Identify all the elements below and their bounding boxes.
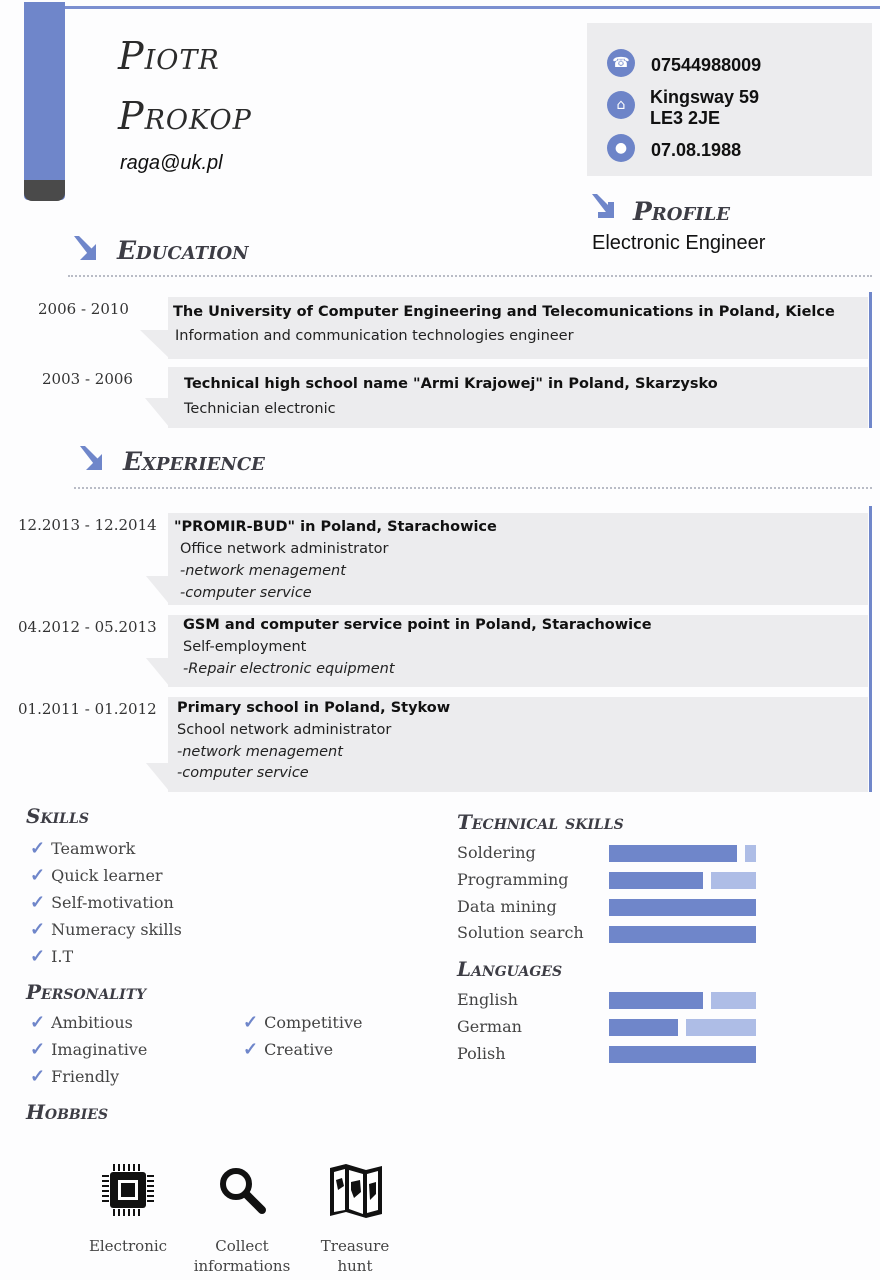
home-icon: ⌂ <box>607 91 635 119</box>
language-label: English <box>457 990 518 1009</box>
tech-skill-bar <box>609 872 756 889</box>
magnifier-icon <box>210 1158 274 1222</box>
tech-skill-bar <box>609 845 756 862</box>
profile-arrow-icon <box>588 190 620 222</box>
education-divider <box>68 275 872 277</box>
tech-skill-label: Soldering <box>457 843 536 862</box>
experience-duty: -computer service <box>177 765 309 781</box>
card-notch <box>140 330 170 359</box>
language-label: Polish <box>457 1044 506 1063</box>
tech-skill-bar <box>609 899 756 916</box>
skill-item: ✓ Numeracy skills <box>30 919 182 940</box>
tech-skill-label: Programming <box>457 870 569 889</box>
skill-item: ✓ Teamwork <box>30 838 136 859</box>
address-line-1: Kingsway 59 <box>650 87 760 107</box>
education-school: The University of Computer Engineering and Telecomunications in Poland, Kielce <box>173 304 835 320</box>
education-school: Technical high school name "Armi Krajowej" in Poland, Skarzysko <box>184 376 718 392</box>
skill-item: ✓ Self-motivation <box>30 892 174 913</box>
first-name: Piotr <box>118 34 220 78</box>
experience-duty: -network menagement <box>180 563 346 579</box>
language-bar <box>609 992 756 1009</box>
decorative-side-bar-cap <box>24 180 65 201</box>
experience-dates: 01.2011 - 01.2012 <box>18 700 157 718</box>
experience-arrow-icon <box>76 442 108 474</box>
address-line-2: LE3 2JE <box>650 108 721 128</box>
experience-divider <box>74 487 872 489</box>
profile-title: Profile <box>633 197 731 226</box>
hobbies-title: Hobbies <box>26 1100 109 1124</box>
card-notch <box>146 763 170 792</box>
card-notch <box>146 576 170 605</box>
education-years: 2003 - 2006 <box>42 370 133 388</box>
language-bar <box>609 1019 756 1036</box>
experience-edge-line <box>869 506 872 792</box>
experience-dates: 12.2013 - 12.2014 <box>18 516 157 534</box>
languages-title: Languages <box>457 957 563 981</box>
phone-number: 07544988009 <box>651 55 762 75</box>
experience-company: GSM and computer service point in Poland, Starachowice <box>183 617 652 633</box>
phone-icon: ☎ <box>607 49 635 77</box>
experience-duty: -computer service <box>180 585 312 601</box>
experience-title: Experience <box>123 447 265 476</box>
personality-item: ✓ Friendly <box>30 1066 120 1087</box>
skills-title: Skills <box>26 804 89 828</box>
education-arrow-icon <box>70 232 102 264</box>
education-title: Education <box>117 236 249 265</box>
experience-duty: -Repair electronic equipment <box>183 661 395 677</box>
birthdate: 07.08.1988 <box>651 140 742 160</box>
cake-icon: ● <box>607 134 635 162</box>
skill-item: ✓ Quick learner <box>30 865 163 886</box>
experience-dates: 04.2012 - 05.2013 <box>18 618 157 636</box>
education-years: 2006 - 2010 <box>38 300 129 318</box>
technical-skills-title: Technical skills <box>457 810 624 834</box>
skill-item: ✓ I.T <box>30 946 74 967</box>
profile-text: Electronic Engineer <box>592 232 766 254</box>
experience-role: School network administrator <box>177 722 392 738</box>
language-label: German <box>457 1017 522 1036</box>
personality-item: ✓ Creative <box>243 1039 334 1060</box>
card-notch <box>145 398 170 428</box>
education-degree: Information and communication technologies engineer <box>175 328 574 344</box>
decorative-side-bar <box>24 2 65 200</box>
hobby-label: Treasure hunt <box>320 1237 390 1275</box>
personality-title: Personality <box>26 980 147 1004</box>
top-rule <box>62 6 880 9</box>
last-name: Prokop <box>118 94 252 138</box>
tech-skill-label: Data mining <box>457 897 557 916</box>
experience-duty: -network menagement <box>177 744 343 760</box>
hobby-label: Electronic <box>88 1237 168 1255</box>
map-icon <box>324 1158 388 1222</box>
card-notch <box>146 658 170 687</box>
chip-icon <box>96 1158 160 1222</box>
personality-item: ✓ Imaginative <box>30 1039 148 1060</box>
tech-skill-bar <box>609 926 756 943</box>
experience-role: Self-employment <box>183 639 307 655</box>
email: raga@uk.pl <box>120 152 223 174</box>
experience-role: Office network administrator <box>180 541 389 557</box>
education-edge-line <box>869 292 872 428</box>
experience-company: "PROMIR-BUD" in Poland, Starachowice <box>174 519 497 535</box>
personality-item: ✓ Ambitious <box>30 1012 133 1033</box>
education-degree: Technician electronic <box>184 401 336 417</box>
personality-item: ✓ Competitive <box>243 1012 363 1033</box>
contact-box <box>587 23 872 176</box>
experience-company: Primary school in Poland, Stykow <box>177 700 451 716</box>
language-bar <box>609 1046 756 1063</box>
hobby-label: Collect informations <box>193 1237 291 1275</box>
tech-skill-label: Solution search <box>457 923 584 942</box>
